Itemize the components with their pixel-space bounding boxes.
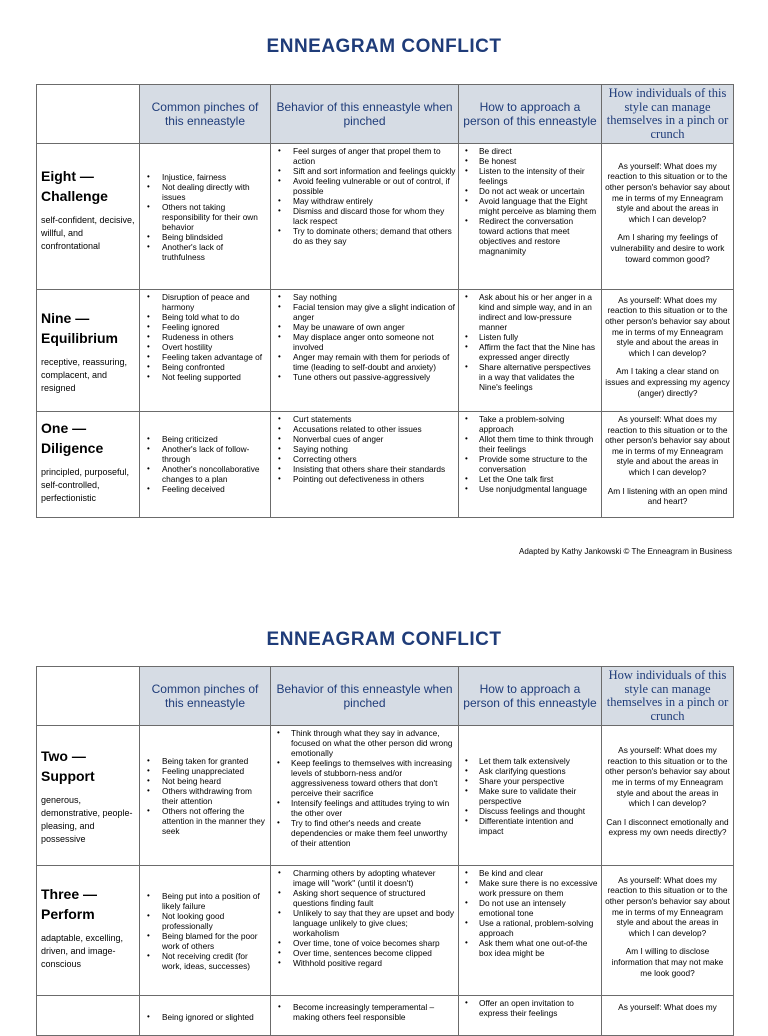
type-cell bbox=[37, 412, 140, 518]
manage-question: As yourself: What does my reaction to this situation or to the other person's behavior say about me in terms of my Enneagram style and about the areas in which I can develop? bbox=[605, 414, 730, 477]
list-item: • Another's noncollaborative changes to a plan bbox=[142, 464, 268, 484]
manage-cell bbox=[602, 996, 734, 1036]
list-item: • Do not act weak or uncertain bbox=[461, 186, 599, 196]
behavior-cell bbox=[271, 866, 459, 996]
list-item: • Let them talk extensively bbox=[461, 756, 599, 766]
list-item: • Share your perspective bbox=[461, 776, 599, 786]
approach-cell bbox=[459, 996, 602, 1036]
list-item: • Share alternative perspectives in a way that validates the Nine's feelings bbox=[461, 362, 599, 392]
header-manage: How individuals of this style can manage themselves in a pinch or crunch bbox=[602, 85, 734, 144]
conflict-table-2 bbox=[36, 666, 734, 1036]
list-item: • Be kind and clear bbox=[461, 868, 599, 878]
pinches-cell bbox=[140, 866, 271, 996]
list-item: • Discuss feelings and thought bbox=[461, 806, 599, 816]
manage-question: Am I taking a clear stand on issues and expressing my agency (anger) directly? bbox=[605, 366, 730, 398]
list-item: • Use nonjudgmental language bbox=[461, 484, 599, 494]
type-name: Three — Perform bbox=[41, 886, 98, 922]
header-behavior: Behavior of this enneastyle when pinched bbox=[271, 667, 459, 726]
list-item: • Differentiate intention and impact bbox=[461, 816, 599, 836]
approach-cell bbox=[459, 290, 602, 412]
list-item: • Use a rational, problem-solving approach bbox=[461, 918, 599, 938]
approach-cell bbox=[459, 726, 602, 866]
list-item: • Charming others by adopting whatever image will "work" (until it doesn't) bbox=[273, 868, 456, 888]
page-title: ENNEAGRAM CONFLICT bbox=[266, 629, 502, 650]
table-row bbox=[37, 726, 734, 866]
type-description: receptive, reassuring, complacent, and resigned bbox=[41, 357, 128, 393]
list-item: • Offer an open invitation to express their feelings bbox=[461, 998, 599, 1018]
list-item: • Asking short sequence of structured questions finding fault bbox=[273, 888, 456, 908]
list-item: • Provide some structure to the conversation bbox=[461, 454, 599, 474]
list-item: • Feeling deceived bbox=[142, 484, 268, 494]
list-item: • Feeling ignored bbox=[142, 322, 268, 332]
type-name: One — Diligence bbox=[41, 420, 104, 456]
list-item: • Do not use an intensely emotional tone bbox=[461, 898, 599, 918]
list-item: • Disruption of peace and harmony bbox=[142, 292, 268, 312]
list-item: • Feeling taken advantage of bbox=[142, 352, 268, 362]
list-item: • Pointing out defectiveness in others bbox=[273, 474, 456, 484]
list-item: • Dismiss and discard those for whom they lack respect bbox=[273, 206, 456, 226]
list-item: • Try to find other's needs and create dependencies or make them feel unworthy of their attention bbox=[273, 818, 456, 848]
page-title: ENNEAGRAM CONFLICT bbox=[266, 36, 502, 57]
list-item: • Being put into a position of likely failure bbox=[142, 891, 268, 911]
type-cell bbox=[37, 290, 140, 412]
list-item: • Think through what they say in advance, focused on what the other person did wrong emotionally bbox=[273, 728, 456, 758]
manage-question: Am I willing to disclose information that may not make me look good? bbox=[611, 946, 724, 978]
type-description: principled, purposeful, self-controlled, perfectionistic bbox=[41, 467, 130, 503]
behavior-cell bbox=[271, 290, 459, 412]
type-description: self-confident, decisive, willful, and confrontational bbox=[41, 215, 135, 251]
pinches-cell bbox=[140, 290, 271, 412]
list-item: • Correcting others bbox=[273, 454, 456, 464]
list-item: • Not dealing directly with issues bbox=[142, 182, 268, 202]
list-item: • Feel surges of anger that propel them to action bbox=[273, 146, 456, 166]
type-cell bbox=[37, 866, 140, 996]
type-cell bbox=[37, 726, 140, 866]
list-item: • Overt hostility bbox=[142, 342, 268, 352]
conflict-table-1 bbox=[36, 84, 734, 518]
header-corner bbox=[37, 85, 140, 144]
list-item: • Avoid feeling vulnerable or out of control, if possible bbox=[273, 176, 456, 196]
manage-cell bbox=[602, 412, 734, 518]
list-item: • Avoid language that the Eight might perceive as blaming them bbox=[461, 196, 599, 216]
header-behavior: Behavior of this enneastyle when pinched bbox=[271, 85, 459, 144]
type-name: Two — Support bbox=[41, 748, 95, 784]
list-item: • Being confronted bbox=[142, 362, 268, 372]
list-item: • Not looking good professionally bbox=[142, 911, 268, 931]
list-item: • Rudeness in others bbox=[142, 332, 268, 342]
manage-question: Am I listening with an open mind and heart? bbox=[607, 485, 728, 507]
header-approach: How to approach a person of this enneastyle bbox=[459, 667, 602, 726]
list-item: • Listen fully bbox=[461, 332, 599, 342]
list-item: • Anger may remain with them for periods of time (leading to self-doubt and anxiety) bbox=[273, 352, 456, 372]
list-item: • Another's lack of follow-through bbox=[142, 444, 268, 464]
list-item: • Not receiving credit (for work, ideas, successes) bbox=[142, 951, 268, 971]
list-item: • Make sure to validate their perspective bbox=[461, 786, 599, 806]
pinches-cell bbox=[140, 996, 271, 1036]
list-item: • Ask about his or her anger in a kind and simple way, and in an indirect and low-pressure manner bbox=[461, 292, 599, 332]
list-item: • Tune others out passive-aggressively bbox=[273, 372, 456, 382]
list-item: • Become increasingly temperamental – making others feel responsible bbox=[273, 1002, 456, 1022]
list-item: • Not feeling supported bbox=[142, 372, 268, 382]
list-item: • Accusations related to other issues bbox=[273, 424, 456, 434]
list-item: • Take a problem-solving approach bbox=[461, 414, 599, 434]
list-item: • Another's lack of truthfulness bbox=[142, 242, 268, 262]
list-item: • May displace anger onto someone not involved bbox=[273, 332, 456, 352]
header-corner bbox=[37, 667, 140, 726]
table-row bbox=[37, 412, 734, 518]
credit-line: Adapted by Kathy Jankowski © The Enneagram in Business bbox=[519, 547, 732, 556]
list-item: • May be unaware of own anger bbox=[273, 322, 456, 332]
pinches-cell bbox=[140, 412, 271, 518]
list-item: • Curt statements bbox=[273, 414, 456, 424]
header-pinches: Common pinches of this enneastyle bbox=[140, 85, 271, 144]
header-pinches: Common pinches of this enneastyle bbox=[140, 667, 271, 726]
approach-cell bbox=[459, 412, 602, 518]
list-item: • Say nothing bbox=[273, 292, 456, 302]
list-item: • Insisting that others share their standards bbox=[273, 464, 456, 474]
table-row bbox=[37, 144, 734, 290]
behavior-cell bbox=[271, 726, 459, 866]
list-item: • Be direct bbox=[461, 146, 599, 156]
list-item: • Being ignored or slighted bbox=[142, 1012, 268, 1022]
header-approach: How to approach a person of this enneastyle bbox=[459, 85, 602, 144]
table-row bbox=[37, 996, 734, 1036]
table-row bbox=[37, 866, 734, 996]
header-manage: How individuals of this style can manage themselves in a pinch or crunch bbox=[602, 667, 734, 726]
list-item: • Ask clarifying questions bbox=[461, 766, 599, 776]
manage-question: As yourself: What does my bbox=[618, 1002, 717, 1012]
list-item: • Intensify feelings and attitudes trying to win the other over bbox=[273, 798, 456, 818]
manage-cell bbox=[602, 144, 734, 290]
list-item: • Withhold positive regard bbox=[273, 958, 456, 968]
manage-cell bbox=[602, 290, 734, 412]
list-item: • Sift and sort information and feelings quickly bbox=[273, 166, 456, 176]
list-item: • Feeling unappreciated bbox=[142, 766, 268, 776]
list-item: • May withdraw entirely bbox=[273, 196, 456, 206]
list-item: • Others withdrawing from their attention bbox=[142, 786, 268, 806]
manage-question: As yourself: What does my reaction to this situation or to the other person's behavior say about me in terms of my Enneagram style and about the areas in which I can develop? bbox=[605, 160, 730, 224]
type-cell bbox=[37, 144, 140, 290]
list-item: • Saying nothing bbox=[273, 444, 456, 454]
list-item: • Unlikely to say that they are upset and body language unlikely to give clues; workaholism bbox=[273, 908, 456, 938]
type-description: adaptable, excelling, driven, and image-conscious bbox=[41, 933, 124, 969]
list-item: • Ask them what one out-of-the box idea might be bbox=[461, 938, 599, 958]
list-item: • Try to dominate others; demand that others do as they say bbox=[273, 226, 456, 246]
list-item: • Keep feelings to themselves with increasing levels of stubborn-ness and/or aggressiveness toward others that don't perceive their sacrifice bbox=[273, 758, 456, 798]
list-item: • Others not taking responsibility for their own behavior bbox=[142, 202, 268, 232]
manage-question: Can I disconnect emotionally and express my own needs directly? bbox=[606, 816, 729, 838]
behavior-cell bbox=[271, 996, 459, 1036]
manage-question: As yourself: What does my reaction to this situation or to the other person's behavior say about me in terms of my Enneagram style and about the areas in which I can develop? bbox=[605, 745, 730, 809]
manage-question: Am I sharing my feelings of vulnerability and desire to work toward common good? bbox=[610, 232, 725, 264]
list-item: • Being blindsided bbox=[142, 232, 268, 242]
table-row bbox=[37, 290, 734, 412]
list-item: • Being blamed for the poor work of others bbox=[142, 931, 268, 951]
list-item: • Listen to the intensity of their feelings bbox=[461, 166, 599, 186]
list-item: • Affirm the fact that the Nine has expressed anger directly bbox=[461, 342, 599, 362]
approach-cell bbox=[459, 866, 602, 996]
list-item: • Let the One talk first bbox=[461, 474, 599, 484]
list-item: • Facial tension may give a slight indication of anger bbox=[273, 302, 456, 322]
list-item: • Not being heard bbox=[142, 776, 268, 786]
type-name: Eight — Challenge bbox=[41, 168, 108, 204]
list-item: • Others not offering the attention in the manner they seek bbox=[142, 806, 268, 836]
header-row bbox=[37, 85, 734, 144]
list-item: • Redirect the conversation toward actions that meet objectives and restore magnanimity bbox=[461, 216, 599, 256]
list-item: • Over time, sentences become clipped bbox=[273, 948, 456, 958]
list-item: • Being taken for granted bbox=[142, 756, 268, 766]
manage-question: As yourself: What does my reaction to this situation or to the other person's behavior say about me in terms of my Enneagram style and about the areas in which I can develop? bbox=[605, 294, 730, 358]
list-item: • Make sure there is no excessive work pressure on them bbox=[461, 878, 599, 898]
behavior-cell bbox=[271, 144, 459, 290]
header-row bbox=[37, 667, 734, 726]
type-cell bbox=[37, 996, 140, 1036]
behavior-cell bbox=[271, 412, 459, 518]
manage-cell bbox=[602, 726, 734, 866]
manage-question: As yourself: What does my reaction to this situation or to the other person's behavior say about me in terms of my Enneagram style and about the areas in which I can develop? bbox=[605, 874, 730, 938]
list-item: • Injustice, fairness bbox=[142, 172, 268, 182]
manage-cell bbox=[602, 866, 734, 996]
list-item: • Be honest bbox=[461, 156, 599, 166]
approach-cell bbox=[459, 144, 602, 290]
list-item: • Nonverbal cues of anger bbox=[273, 434, 456, 444]
list-item: • Being told what to do bbox=[142, 312, 268, 322]
list-item: • Being criticized bbox=[142, 434, 268, 444]
list-item: • Allot them time to think through their feelings bbox=[461, 434, 599, 454]
type-name: Nine — Equilibrium bbox=[41, 310, 118, 346]
pinches-cell bbox=[140, 144, 271, 290]
list-item: • Over time, tone of voice becomes sharp bbox=[273, 938, 456, 948]
type-description: generous, demonstrative, people-pleasing, and possessive bbox=[41, 795, 133, 844]
pinches-cell bbox=[140, 726, 271, 866]
